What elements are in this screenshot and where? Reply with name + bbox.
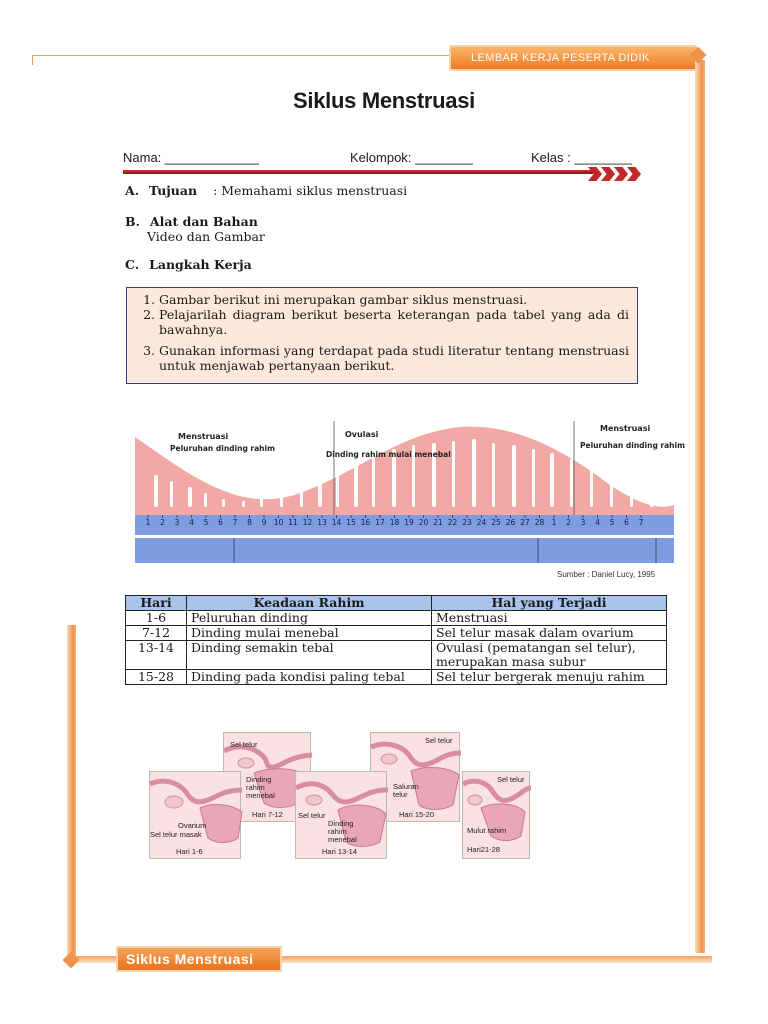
cycle-table: [125, 595, 667, 685]
step-item: 2. Pelajarilah diagram berikut beserta keterangan pada tabel yang ada di bawahnya.: [159, 307, 629, 337]
header-rule: [32, 55, 452, 56]
section-a: [125, 183, 407, 198]
illustration-label: Dinding rahim menebal: [246, 775, 275, 800]
day-number: 2: [160, 518, 165, 527]
right-border-rail: [695, 60, 705, 953]
day-number: 4: [189, 518, 194, 527]
day-number: 1: [145, 518, 151, 527]
table-cell: Sel telur bergerak menuju rahim: [432, 670, 667, 685]
phase-band: [135, 538, 674, 563]
wall-gland: [512, 445, 516, 507]
wall-gland: [336, 467, 339, 507]
table-row: [126, 611, 667, 626]
illustration-day-label: Hari 7-12: [252, 810, 283, 819]
day-number: 22: [447, 518, 458, 527]
steps-list: [127, 292, 629, 373]
chevron-icon: [588, 167, 602, 181]
step-item: 1. Gambar berikut ini merupakan gambar siklus menstruasi.: [159, 292, 629, 307]
diagram-source: Sumber : Daniel Lucy, 1995: [557, 570, 656, 579]
day-number: 1: [551, 518, 557, 527]
wall-gland: [532, 449, 535, 507]
illustration-label: Sel telur: [425, 736, 453, 745]
day-number: 10: [273, 518, 284, 527]
wall-gland: [222, 499, 225, 507]
label-menstruasi-left: Menstruasi: [178, 432, 229, 441]
day-number: 4: [595, 518, 600, 527]
day-number: 5: [609, 518, 615, 527]
table-cell: Menstruasi: [432, 611, 667, 626]
table-cell: Sel telur masak dalam ovarium: [432, 626, 667, 641]
illustration-day-label: Hari21-28: [467, 845, 500, 854]
identity-divider: [123, 170, 593, 174]
table-row: [126, 641, 667, 670]
step-item: 3. Gunakan informasi yang terdapat pada studi literatur tentang menstruasi untuk menjawab pertanyaan berikut.: [159, 343, 629, 373]
day-number: 17: [375, 518, 385, 527]
steps-box: [126, 287, 638, 384]
day-number: 15: [346, 518, 356, 527]
day-number: 18: [389, 518, 400, 527]
header-tag-text: LEMBAR KERJA PESERTA DIDIK: [471, 52, 650, 64]
section-a-text: : Memahami siklus menstruasi: [213, 183, 408, 198]
wall-gland: [550, 453, 554, 507]
header-tag: [449, 45, 697, 71]
table-header-cell: Hal yang Terjadi: [432, 596, 667, 611]
illustration-label: Sel telur masak: [150, 830, 202, 839]
table-cell: Peluruhan dinding: [187, 611, 432, 626]
illustration-label: Sel telur: [298, 811, 326, 820]
day-number: 14: [331, 518, 342, 527]
section-b-text: Video dan Gambar: [147, 229, 265, 244]
table-cell: 13-14: [126, 641, 187, 670]
day-number: 13: [317, 518, 327, 527]
day-number: 27: [520, 518, 530, 527]
illustration-day-label: Hari 13-14: [322, 847, 358, 856]
table-cell: 1-6: [126, 611, 187, 626]
wall-gland: [242, 501, 245, 507]
day-number: 3: [580, 518, 586, 527]
chevron-icon: [627, 167, 641, 181]
table-header-cell: Keadaan Rahim: [187, 596, 432, 611]
chevron-icon: [601, 167, 615, 181]
table-cell: Dinding mulai menebal: [187, 626, 432, 641]
table-header-cell: Hari: [126, 596, 187, 611]
table-cell: Dinding semakin tebal: [187, 641, 432, 670]
name-field[interactable]: Nama: _____________: [123, 150, 259, 165]
section-b-label: Alat dan Bahan: [149, 214, 258, 229]
day-number: 7: [232, 518, 238, 527]
label-menstruasi-right: Menstruasi: [600, 424, 651, 433]
table-cell: 7-12: [126, 626, 187, 641]
day-number: 21: [433, 518, 443, 527]
chevron-icon: [614, 167, 628, 181]
wall-gland: [630, 485, 633, 507]
day-number: 11: [288, 518, 298, 527]
wall-gland: [318, 475, 322, 507]
section-c-label: Langkah Kerja: [149, 257, 252, 272]
wall-gland: [170, 481, 173, 507]
section-a-label: Tujuan: [149, 183, 198, 198]
illustration-label: Mulut rahim: [467, 826, 507, 835]
wall-gland: [372, 455, 375, 507]
wall-gland: [260, 495, 263, 507]
wall-gland: [472, 439, 476, 507]
table-cell: Ovulasi (pematangan sel telur), merupakan masa subur: [432, 641, 667, 670]
day-number: 3: [174, 518, 180, 527]
table-header-row: [126, 596, 667, 611]
day-number: 12: [302, 518, 313, 527]
wall-gland: [650, 491, 653, 507]
section-b-letter: B.: [125, 214, 140, 229]
day-number: 28: [534, 518, 545, 527]
illustration-label: Sel telur: [497, 775, 525, 784]
section-a-letter: A.: [125, 183, 140, 198]
page-title: Siklus Menstruasi: [293, 88, 475, 113]
class-field[interactable]: Kelas : ________: [531, 150, 633, 165]
wall-gland: [280, 489, 283, 507]
wall-gland: [154, 475, 158, 507]
illustration-label: Saluran telur: [393, 782, 419, 799]
wall-gland: [610, 477, 613, 507]
wall-gland: [492, 443, 495, 507]
day-number: 5: [203, 518, 209, 527]
wall-gland: [204, 493, 207, 507]
header-rule-tick: [32, 55, 33, 65]
day-number: 16: [360, 518, 371, 527]
diamond-ornament-bottom: [63, 952, 80, 969]
day-number: 19: [404, 518, 414, 527]
menstrual-cycle-diagram: [130, 415, 685, 565]
illustration-label: Ovarium: [178, 821, 207, 830]
cycle-svg: [130, 415, 685, 565]
day-number: 2: [566, 518, 571, 527]
illustration-day-21-28: [462, 771, 530, 859]
label-peluruhan-left: Peluruhan dinding rahim: [170, 444, 275, 453]
wall-gland: [452, 441, 455, 507]
section-c-letter: C.: [125, 257, 140, 272]
day-number: 24: [476, 518, 487, 527]
wall-gland: [570, 459, 573, 507]
table-cell: Dinding pada kondisi paling tebal: [187, 670, 432, 685]
wall-gland: [188, 487, 192, 507]
wall-gland: [300, 483, 303, 507]
illustration-day-13-14: [295, 771, 387, 859]
section-c: [125, 257, 252, 272]
left-border-rail: [67, 625, 76, 960]
day-number: 26: [505, 518, 516, 527]
footer-tag: [116, 946, 282, 972]
label-peluruhan-right: Peluruhan dinding rahim: [580, 441, 685, 450]
footer-tag-text: Siklus Menstruasi: [126, 951, 254, 967]
group-field[interactable]: Kelompok: ________: [350, 150, 473, 165]
day-number: 9: [261, 518, 267, 527]
illustration-day-label: Hari 1-6: [176, 847, 203, 856]
illustration-label: Sel telur: [230, 740, 258, 749]
label-ovulasi: Ovulasi: [345, 430, 379, 439]
day-number: 25: [491, 518, 501, 527]
day-number: 6: [624, 518, 629, 527]
wall-gland: [354, 461, 358, 507]
illustration-day-1-6: [149, 771, 241, 859]
day-number: 20: [418, 518, 429, 527]
section-b: [125, 214, 258, 229]
illustration-day-label: Hari 15-20: [399, 810, 435, 819]
wall-gland: [590, 467, 593, 507]
table-cell: 15-28: [126, 670, 187, 685]
illustration-label: Dinding rahim menebal: [328, 819, 357, 844]
day-number: 6: [218, 518, 223, 527]
day-number: 8: [247, 518, 252, 527]
table-row: [126, 626, 667, 641]
day-number: 7: [638, 518, 644, 527]
label-dinding-menebal: Dinding rahim mulai menebal: [326, 450, 451, 459]
table-row: [126, 670, 667, 685]
day-number: 23: [462, 518, 472, 527]
